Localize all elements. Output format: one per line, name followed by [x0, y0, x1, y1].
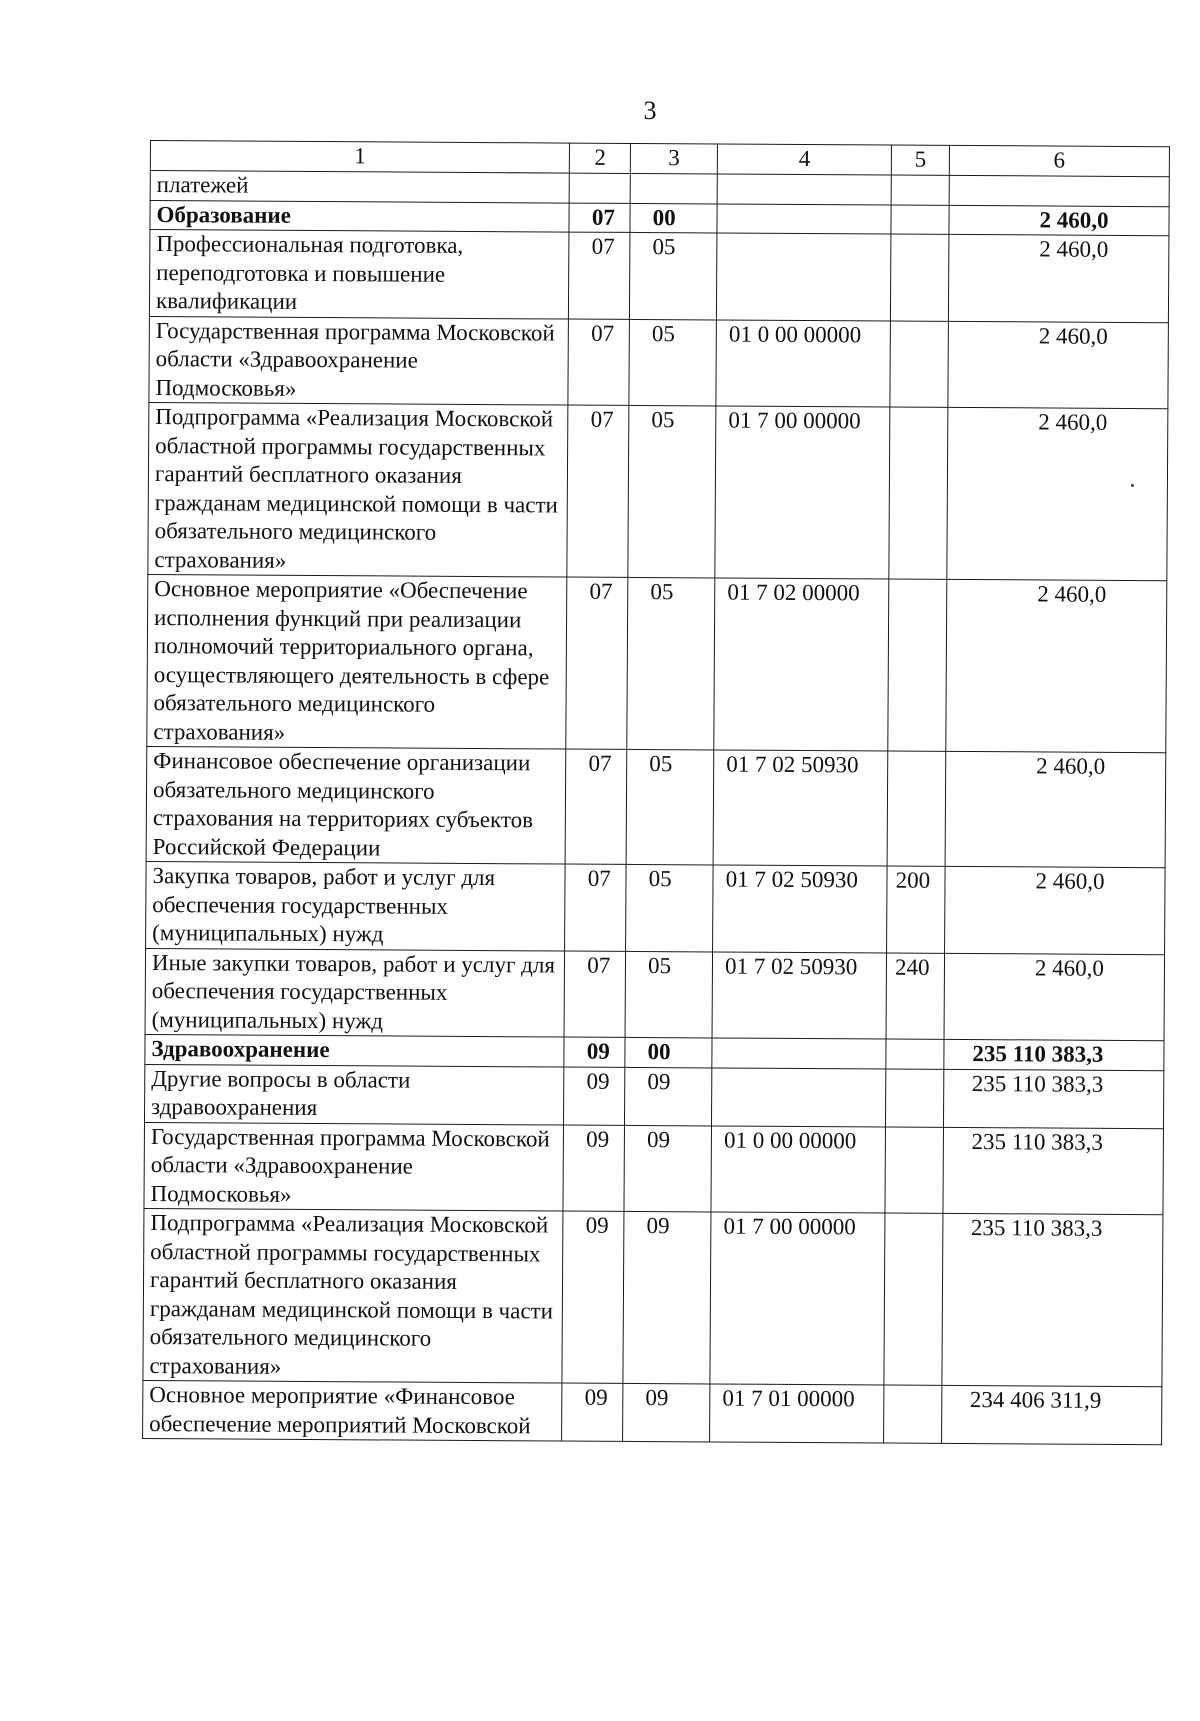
table-row	[145, 948, 1165, 1041]
expense-type-cell	[884, 1213, 943, 1385]
target-article-cell: 01 7 00 00000	[715, 406, 890, 579]
target-article-cell: 01 7 02 50930	[712, 951, 887, 1039]
expense-type-cell	[891, 205, 949, 235]
table-row	[148, 402, 1168, 580]
expense-type-cell	[885, 1127, 943, 1214]
expense-type-cell	[887, 751, 945, 866]
target-article-cell: 01 0 00 00000	[711, 1125, 886, 1213]
amount-cell: 2 460,0	[944, 953, 1165, 1041]
subsection-code-cell: 05	[626, 749, 714, 865]
amount-cell: 234 406 311,9	[941, 1385, 1162, 1444]
expense-type-cell	[891, 175, 949, 205]
target-article-cell	[717, 174, 891, 205]
subsection-code-cell: 00	[630, 203, 717, 233]
expense-type-cell	[890, 321, 948, 408]
amount-cell: 2 460,0	[948, 321, 1169, 409]
expense-type-cell	[884, 1385, 942, 1443]
section-code-cell	[569, 173, 630, 203]
target-article-cell: 01 0 00 00000	[716, 319, 891, 407]
table-row	[146, 746, 1166, 867]
row-name-cell: Образование	[150, 200, 570, 232]
section-code-cell: 07	[564, 951, 625, 1038]
table-row	[144, 1122, 1164, 1215]
column-header: 3	[630, 143, 717, 174]
expense-type-cell	[891, 234, 949, 321]
expense-type-cell	[889, 407, 948, 579]
row-name-cell: платежей	[150, 171, 570, 203]
expense-type-cell: 240	[886, 953, 944, 1040]
section-code-cell: 07	[565, 749, 626, 864]
subsection-code-cell: 09	[623, 1211, 711, 1384]
expense-type-cell: 200	[887, 866, 945, 953]
expense-type-cell	[888, 579, 947, 751]
expense-type-cell	[886, 1039, 944, 1069]
section-code-cell: 09	[564, 1067, 625, 1125]
section-code-cell: 07	[569, 203, 630, 233]
section-code-cell: 07	[565, 864, 626, 951]
row-name-cell: Подпрограмма «Реализация Московской областной программы государственных гарантий бесплатного оказания гражданам медицинской помощи в части обязательного медицинского страхования»	[148, 402, 568, 577]
budget-table	[142, 140, 1170, 1445]
subsection-code-cell: 05	[628, 405, 716, 578]
table-row	[149, 230, 1169, 323]
row-name-cell: Финансовое обеспечение организации обязательного медицинского страхования на территориях субъектов Российской Федерации	[146, 746, 566, 864]
target-article-cell	[717, 203, 891, 234]
section-code-cell: 07	[566, 577, 628, 749]
column-header: 4	[717, 144, 891, 175]
section-code-cell: 07	[567, 405, 629, 577]
amount-cell: 2 460,0	[948, 234, 1169, 322]
row-name-cell: Другие вопросы в области здравоохранения	[145, 1064, 565, 1125]
row-name-cell: Иные закупки товаров, работ и услуг для обеспечения государственных (муниципальных) нужд	[145, 948, 565, 1037]
target-article-cell: 01 7 02 50930	[713, 750, 888, 866]
subsection-code-cell: 05	[627, 577, 715, 750]
amount-cell: 2 460,0	[949, 205, 1169, 236]
budget-table-body	[143, 141, 1170, 1445]
amount-cell: 235 110 383,3	[944, 1039, 1164, 1070]
section-code-cell: 07	[569, 232, 630, 319]
section-code-cell: 09	[562, 1383, 623, 1441]
section-code-cell: 07	[568, 319, 629, 406]
row-name-cell: Здравоохранение	[145, 1034, 565, 1066]
row-name-cell: Государственная программа Московской области «Здравоохранение Подмосковья»	[149, 316, 569, 405]
table-row	[147, 574, 1167, 752]
table-row	[146, 861, 1166, 954]
section-code-cell: 09	[563, 1125, 624, 1212]
amount-cell: 235 110 383,3	[943, 1069, 1164, 1128]
column-header: 2	[570, 143, 631, 173]
column-header: 1	[150, 141, 570, 174]
target-article-cell	[717, 233, 892, 321]
amount-cell: 235 110 383,3	[943, 1127, 1164, 1215]
subsection-code-cell: 09	[623, 1383, 710, 1442]
target-article-cell: 01 7 02 50930	[713, 865, 888, 953]
subsection-code-cell: 05	[625, 951, 713, 1038]
subsection-code-cell: 00	[625, 1037, 712, 1067]
target-article-cell: 01 7 02 00000	[714, 578, 889, 751]
section-code-cell: 09	[564, 1037, 625, 1067]
row-name-cell: Подпрограмма «Реализация Московской областной программы государственных гарантий бесплатного оказания гражданам медицинской помощи в части обязательного медицинского страхования»	[143, 1208, 563, 1383]
table-row	[143, 1208, 1163, 1386]
target-article-cell	[712, 1038, 886, 1069]
subsection-code-cell: 05	[630, 232, 718, 319]
subsection-code-cell: 05	[626, 864, 714, 951]
amount-cell: 2 460,0	[944, 866, 1165, 954]
row-name-cell: Профессиональная подготовка, переподготовка и повышение квалификации	[149, 230, 569, 319]
expense-type-cell	[886, 1069, 944, 1127]
section-code-cell: 09	[562, 1211, 624, 1383]
target-article-cell: 01 7 01 00000	[710, 1384, 884, 1443]
scan-speck	[1131, 484, 1134, 487]
amount-cell: 2 460,0	[945, 751, 1166, 867]
row-name-cell: Закупка товаров, работ и услуг для обеспечения государственных (муниципальных) нужд	[146, 861, 566, 950]
row-name-cell: Основное мероприятие «Финансовое обеспечение мероприятий Московской	[143, 1380, 563, 1441]
amount-cell: 2 460,0	[946, 579, 1167, 752]
target-article-cell: 01 7 00 00000	[710, 1212, 885, 1385]
column-header: 6	[949, 145, 1169, 176]
subsection-code-cell: 09	[625, 1067, 712, 1126]
row-name-cell: Государственная программа Московской области «Здравоохранение Подмосковья»	[144, 1122, 564, 1211]
page-number: 3	[643, 96, 657, 125]
target-article-cell	[712, 1067, 886, 1126]
table-row	[143, 1380, 1162, 1444]
subsection-code-cell: 05	[629, 319, 717, 406]
amount-cell: 235 110 383,3	[942, 1213, 1163, 1386]
amount-cell: 2 460,0	[947, 407, 1168, 580]
amount-cell	[949, 175, 1169, 206]
column-header: 5	[891, 145, 949, 175]
subsection-code-cell	[630, 173, 717, 203]
subsection-code-cell: 09	[624, 1125, 712, 1212]
row-name-cell: Основное мероприятие «Обеспечение исполнения функций при реализации полномочий территориального органа, осуществляющего деятельность в сфере обязательного медицинского страхования»	[147, 574, 567, 749]
table-row	[149, 316, 1169, 409]
table-row	[145, 1064, 1164, 1128]
